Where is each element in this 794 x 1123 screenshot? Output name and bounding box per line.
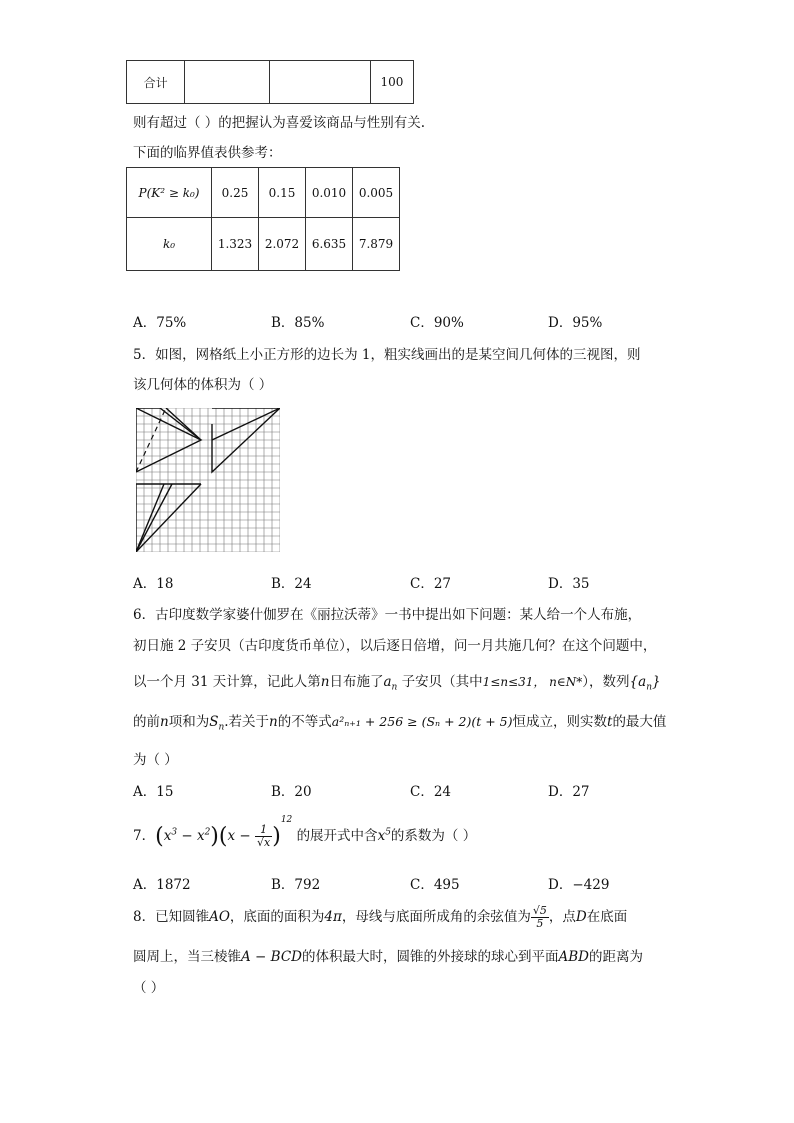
q8-text-line3: （ ） [133, 980, 165, 996]
q5-option-c: C．27 [410, 576, 452, 592]
q4-option-a: A．75% [133, 315, 187, 331]
q4-option-c: C．90% [410, 315, 464, 331]
three-view-figure [136, 408, 280, 552]
q7-option-b: B．792 [271, 877, 321, 893]
q8-text-line2: 圆周上，当三棱锥A − BCD的体积最大时，圆锥的外接球的球心到平面ABD的距离为 [133, 949, 643, 965]
table-cell-total-label: 合计 [127, 61, 185, 104]
table-cell-k: 7.879 [353, 218, 400, 271]
q7-text: 7．$(x^3 - x^2)(x$ − $\frac{1}{√x}$ )$^{12}$ 的展开式中含$x^5$的系数为（ ） [133, 815, 477, 849]
q5-text-line1: 5．如图，网格纸上小正方形的边长为 1，粗实线画出的是某空间几何体的三视图，则 [133, 347, 641, 363]
q5-option-d: D．35 [548, 576, 590, 592]
table-cell-total: 100 [370, 61, 413, 104]
q6-text-line3: 以一个月 31 天计算，记此人第n日布施了$a_n$ 子安贝（其中1≤n≤31， n∈N*），数列$\{a_n\}$ [133, 674, 661, 693]
table-cell-prob: 0.005 [353, 168, 400, 218]
table-cell-empty [270, 61, 370, 104]
table-cell-prob: 0.25 [212, 168, 259, 218]
q6-text-line5: 为（ ） [133, 752, 178, 768]
q4-text-line2: 下面的临界值表供参考： [133, 145, 282, 161]
table-cell-empty [185, 61, 270, 104]
q4-text-line1: 则有超过（ ）的把握认为喜爱该商品与性别有关. [133, 115, 426, 131]
q7-option-a: A．1872 [133, 877, 191, 893]
table-cell-prob: 0.15 [259, 168, 306, 218]
q6-option-b: B．20 [271, 784, 312, 800]
q7-option-d: D．−429 [548, 877, 610, 893]
q6-option-a: A．15 [133, 784, 174, 800]
q6-text-line2: 初日施 2 子安贝（古印度货币单位），以后逐日倍增，问一月共施几何？在这个问题中， [133, 638, 657, 654]
contingency-table [126, 60, 414, 104]
q4-option-d: D．95% [548, 315, 603, 331]
q7-option-c: C．495 [410, 877, 460, 893]
q6-option-c: C．24 [410, 784, 452, 800]
table-cell-k: 1.323 [212, 218, 259, 271]
table-cell-k: 6.635 [306, 218, 353, 271]
table-cell-k: 2.072 [259, 218, 306, 271]
table-head-prob: P(K² ≥ k₀) [127, 168, 212, 218]
table-head-k0: k₀ [127, 218, 212, 271]
q4-option-b: B．85% [271, 315, 325, 331]
critical-value-table [126, 167, 400, 271]
q6-text-line4: 的前n项和为$S_n$.若关于n的不等式a²ₙ₊₁ + 256 ≥ (Sₙ + 2)(t + 5)恒成立，则实数t的最大值 [133, 714, 667, 733]
q5-option-b: B．24 [271, 576, 312, 592]
q5-text-line2: 该几何体的体积为（ ） [133, 377, 273, 393]
q6-text-line1: 6．古印度数学家婆什伽罗在《丽拉沃蒂》一书中提出如下问题：某人给一个人布施， [133, 607, 642, 623]
q8-text-line1: 8．已知圆锥AO，底面的面积为4π，母线与底面所成角的余弦值为 $\frac{√5}{5}$ ，点D在底面 [133, 904, 628, 930]
q5-option-a: A．18 [133, 576, 174, 592]
q6-option-d: D．27 [548, 784, 590, 800]
table-cell-prob: 0.010 [306, 168, 353, 218]
